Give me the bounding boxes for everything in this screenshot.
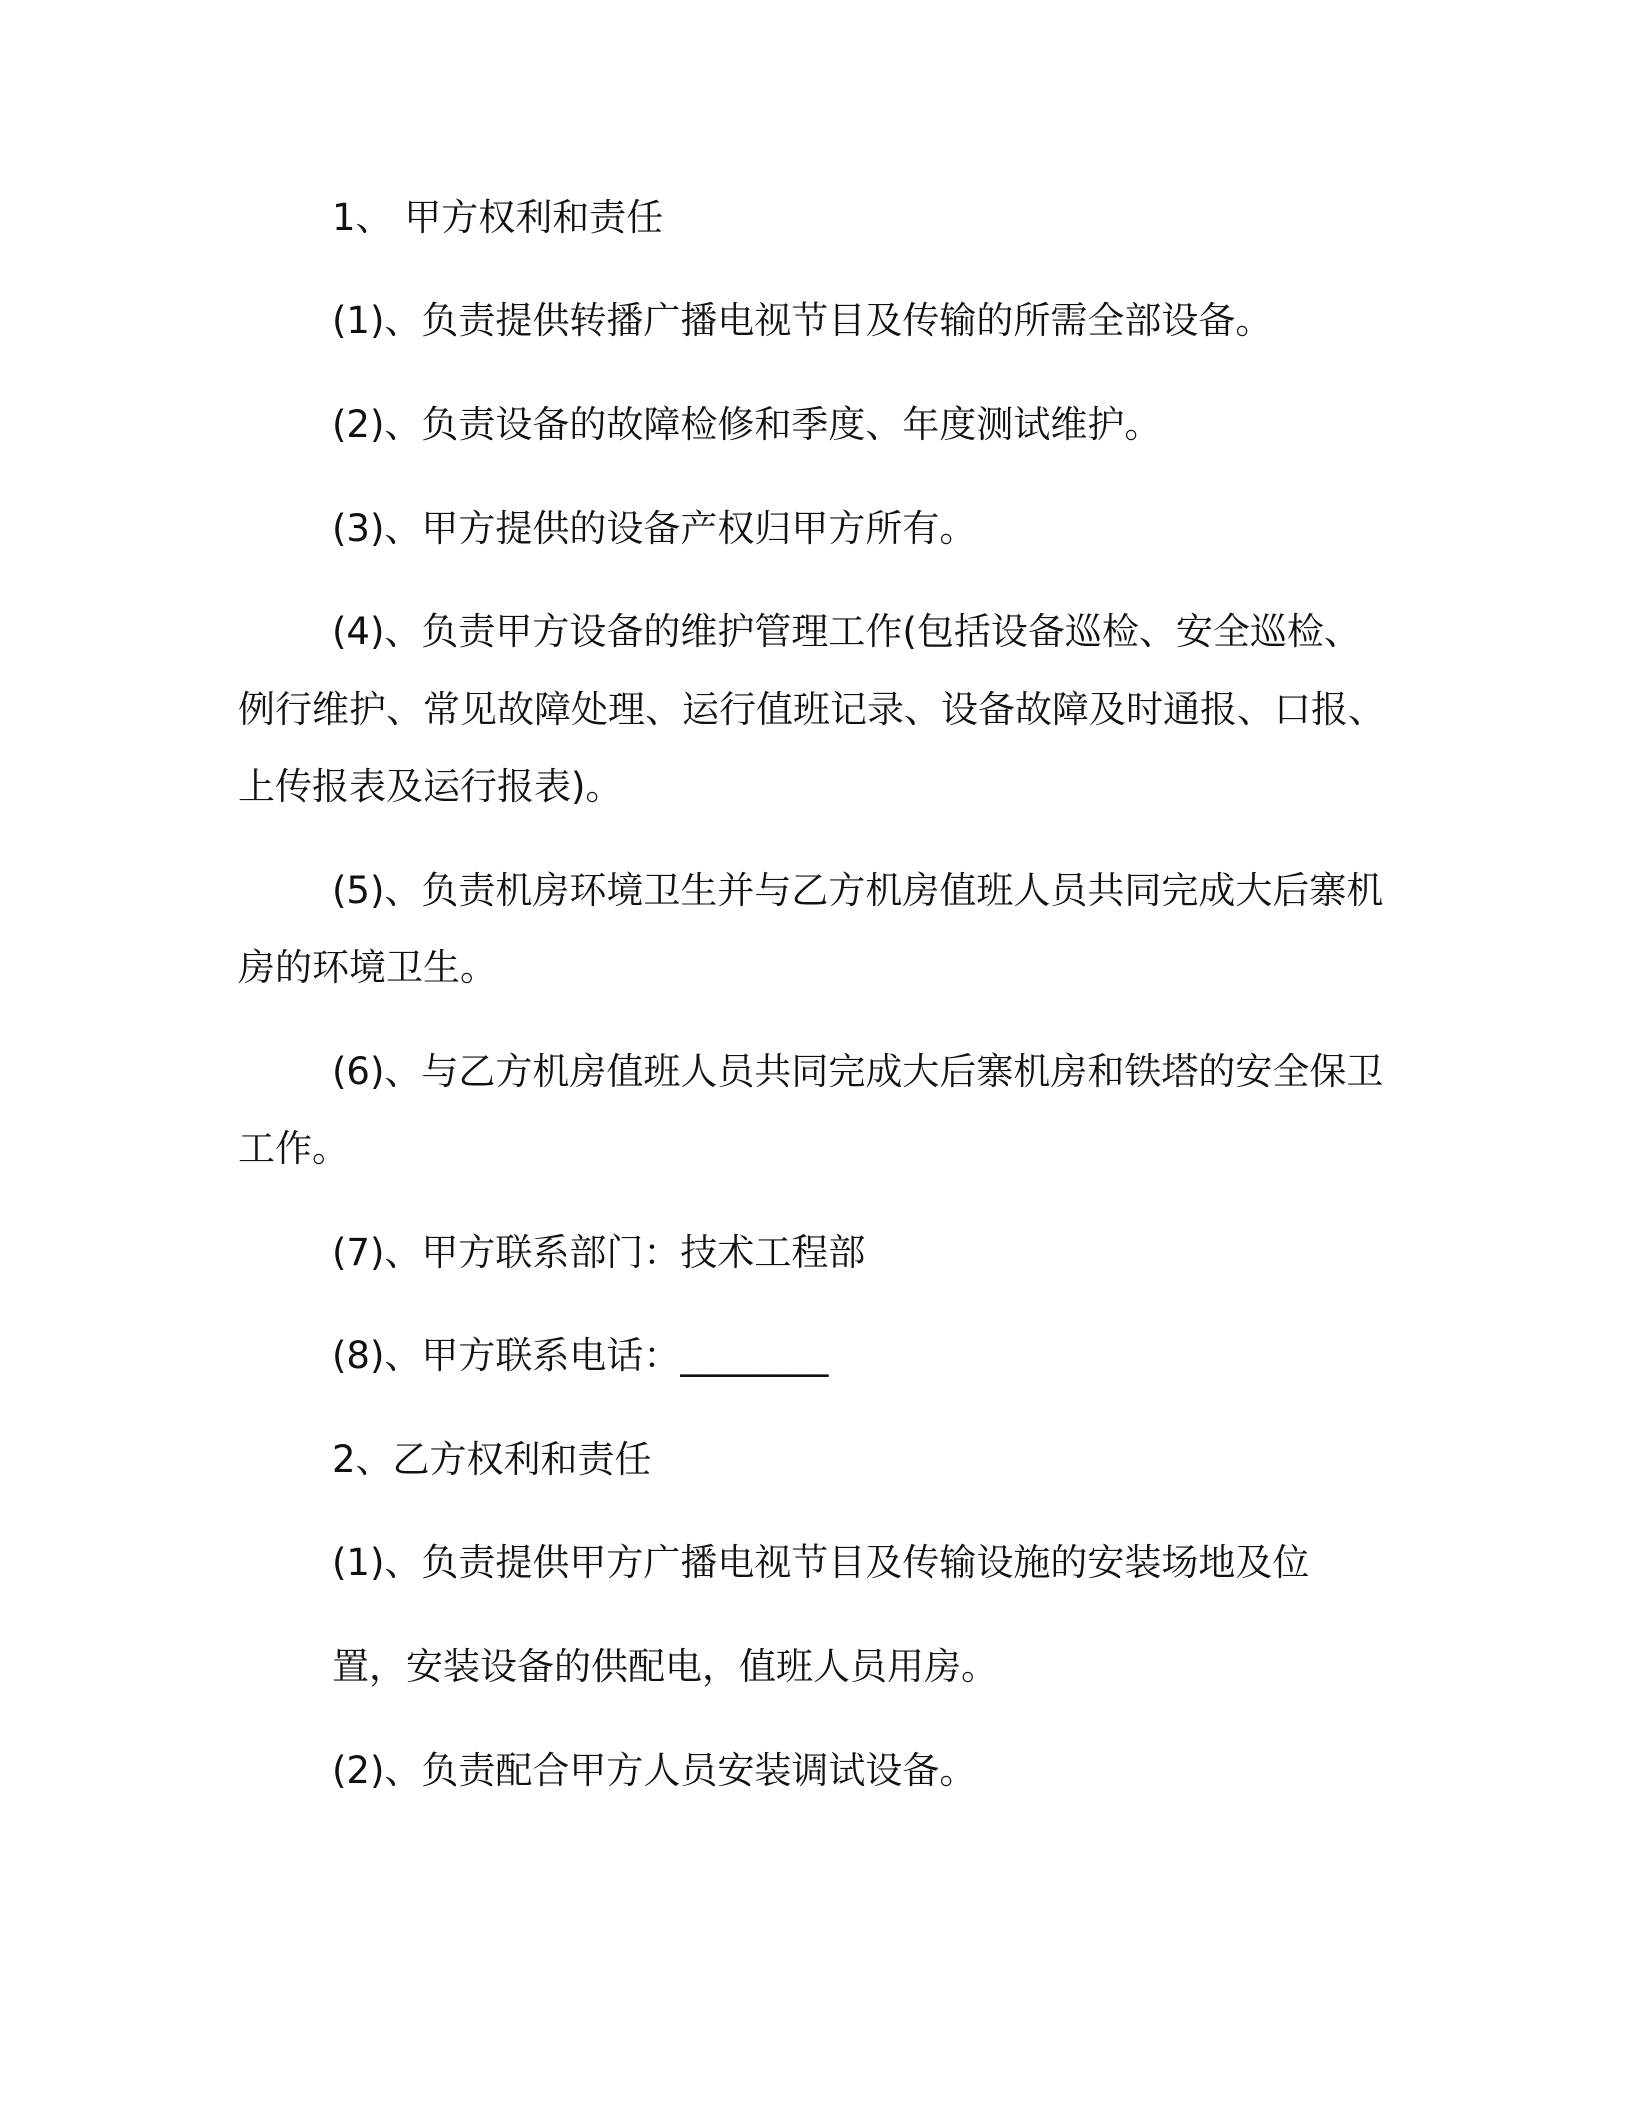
paragraph-line: (1)、负责提供转播广播电视节目及传输的所需全部设备。 [332, 299, 1273, 342]
paragraph-line: (1)、负责提供甲方广播电视节目及传输设施的安装场地及位 [332, 1541, 1310, 1584]
paragraph-line: (2)、负责配合甲方人员安装调试设备。 [332, 1749, 977, 1792]
paragraph-line: 例行维护、常见故障处理、运行值班记录、设备故障及时通报、口报、 [238, 688, 1385, 731]
paragraph-line: (7)、甲方联系部门：技术工程部 [332, 1231, 866, 1274]
paragraph-line: 上传报表及运行报表)。 [238, 765, 623, 808]
section-heading-party-a: 1、 甲方权利和责任 [332, 196, 664, 239]
paragraph-line: (4)、负责甲方设备的维护管理工作(包括设备巡检、安全巡检、 [332, 610, 1361, 653]
paragraph-line: (6)、与乙方机房值班人员共同完成大后寨机房和铁塔的安全保卫 [332, 1050, 1384, 1093]
paragraph-line: (8)、甲方联系电话：________ [332, 1334, 829, 1377]
paragraph-line: 工作。 [238, 1127, 349, 1170]
paragraph-line: (5)、负责机房环境卫生并与乙方机房值班人员共同完成大后寨机 [332, 869, 1384, 912]
paragraph-line: 置，安装设备的供配电，值班人员用房。 [332, 1645, 998, 1688]
section-heading-party-b: 2、乙方权利和责任 [332, 1438, 652, 1481]
paragraph-line: (3)、甲方提供的设备产权归甲方所有。 [332, 507, 977, 550]
paragraph-line: 房的环境卫生。 [238, 946, 497, 989]
paragraph-line: (2)、负责设备的故障检修和季度、年度测试维护。 [332, 403, 1162, 446]
